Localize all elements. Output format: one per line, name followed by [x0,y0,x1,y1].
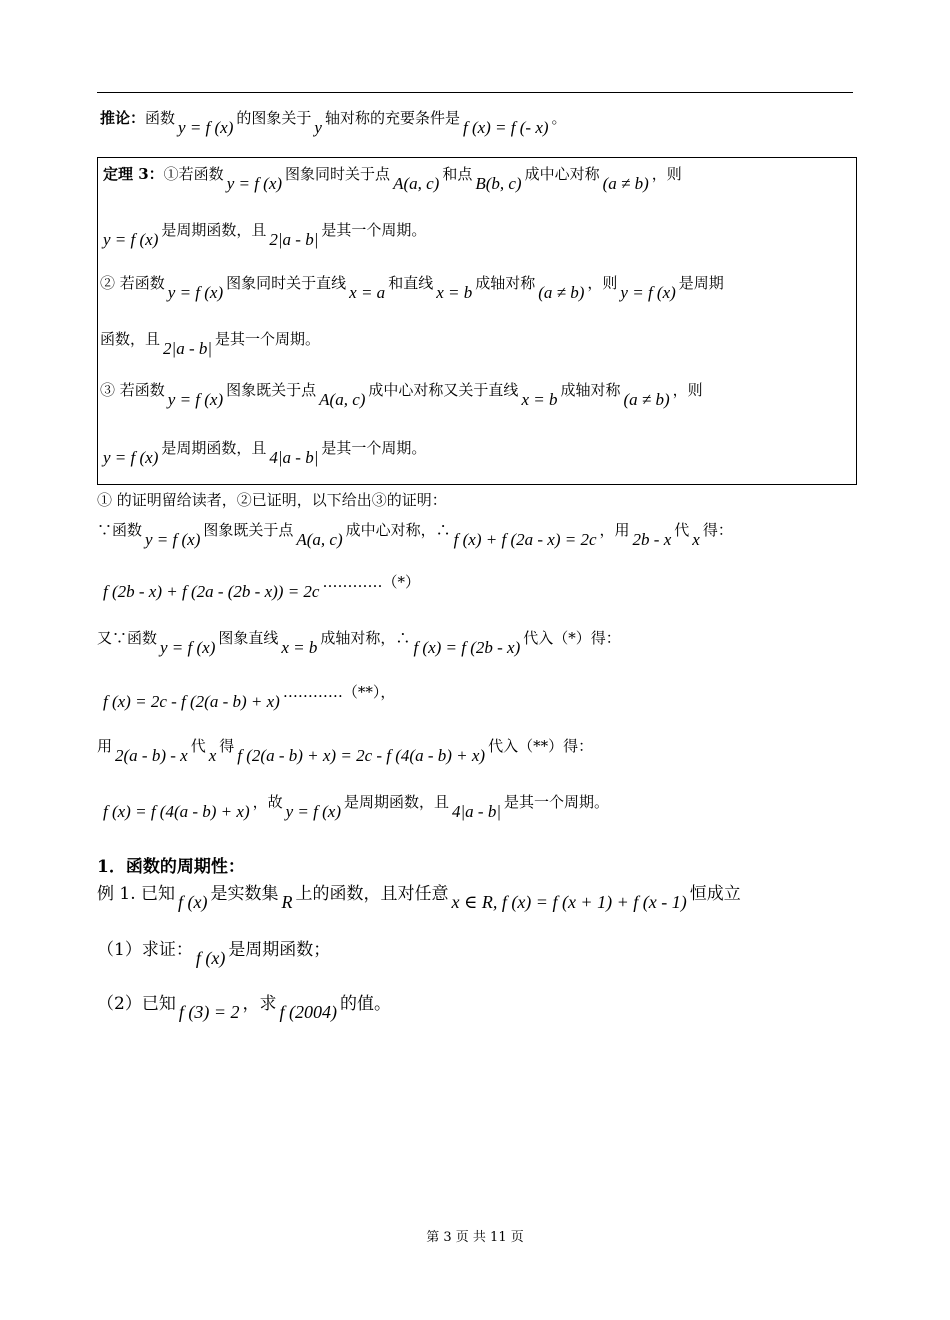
proof-intro: ① 的证明留给读者，②已证明，以下给出③的证明： [97,491,447,509]
header-rule [97,92,853,93]
proof-line-5: 用 2(a - b) - x 代 x 得 f (2(a - b) + x) = 2c - f (4(a - b) + x) 代入（**）得： [97,737,594,765]
theorem-item-3-line-2: y = f (x) 是周期函数，且 4|a - b| 是其一个周期。 [103,439,427,467]
corollary-label: 推论： [100,109,146,127]
theorem-item-2-line-2: 函数，且 2|a - b| 是其一个周期。 [100,330,321,358]
page-footer: 第 3 页 共 11 页 [426,1230,524,1245]
example-line-3: （2）已知 f (3) = 2 ，求 f (2004) 的值。 [97,994,391,1022]
proof-line-1: ∵函数 y = f (x) 图象既关于点 A(a, c) 成中心对称，∴ f (x) + f (2a - x) = 2c ，用 2b - x 代 x 得： [97,521,733,549]
theorem-item-2-line-1: ② 若函数 y = f (x) 图象同时关于直线 x = a 和直线 x = b 成轴对称 (a ≠ b) ，则 y = f (x) 是周期 [100,274,724,302]
proof-line-6: f (x) = f (4(a - b) + x) ，故 y = f (x) 是周期函数，且 4|a - b| 是其一个周期。 [103,793,610,821]
example-line-2: （1）求证： f (x) 是周期函数； [97,940,331,968]
theorem-box [97,157,857,485]
proof-line-2: f (2b - x) + f (2a - (2b - x)) = 2c …………（*） [103,573,420,601]
proof-line-3: 又∵函数 y = f (x) 图象直线 x = b 成轴对称，∴ f (x) = f (2b - x) 代入（*）得： [97,629,621,657]
corollary-line: 推论：函数 y = f (x) 的图象关于 y 轴对称的充要条件是 f (x) = f (- x) 。 [100,109,567,137]
theorem-item-1-line-1: 定理 3：①若函数 y = f (x) 图象同时关于点 A(a, c) 和点 B(b, c) 成中心对称 (a ≠ b) ，则 [103,165,682,193]
example-line-1: 例 1. 已知 f (x) 是实数集 R 上的函数，且对任意 x ∈ R, f (x) = f (x + 1) + f (x - 1) 恒成立 [97,884,741,912]
proof-line-4: f (x) = 2c - f (2(a - b) + x) …………（**）， [103,683,396,711]
theorem-label: 定理 3： [103,165,164,183]
theorem-item-3-line-1: ③ 若函数 y = f (x) 图象既关于点 A(a, c) 成中心对称又关于直线 x = b 成轴对称 (a ≠ b) ，则 [100,381,703,409]
section-heading: 1．函数的周期性： [97,857,245,877]
theorem-item-1-line-2: y = f (x) 是周期函数，且 2|a - b| 是其一个周期。 [103,221,427,249]
